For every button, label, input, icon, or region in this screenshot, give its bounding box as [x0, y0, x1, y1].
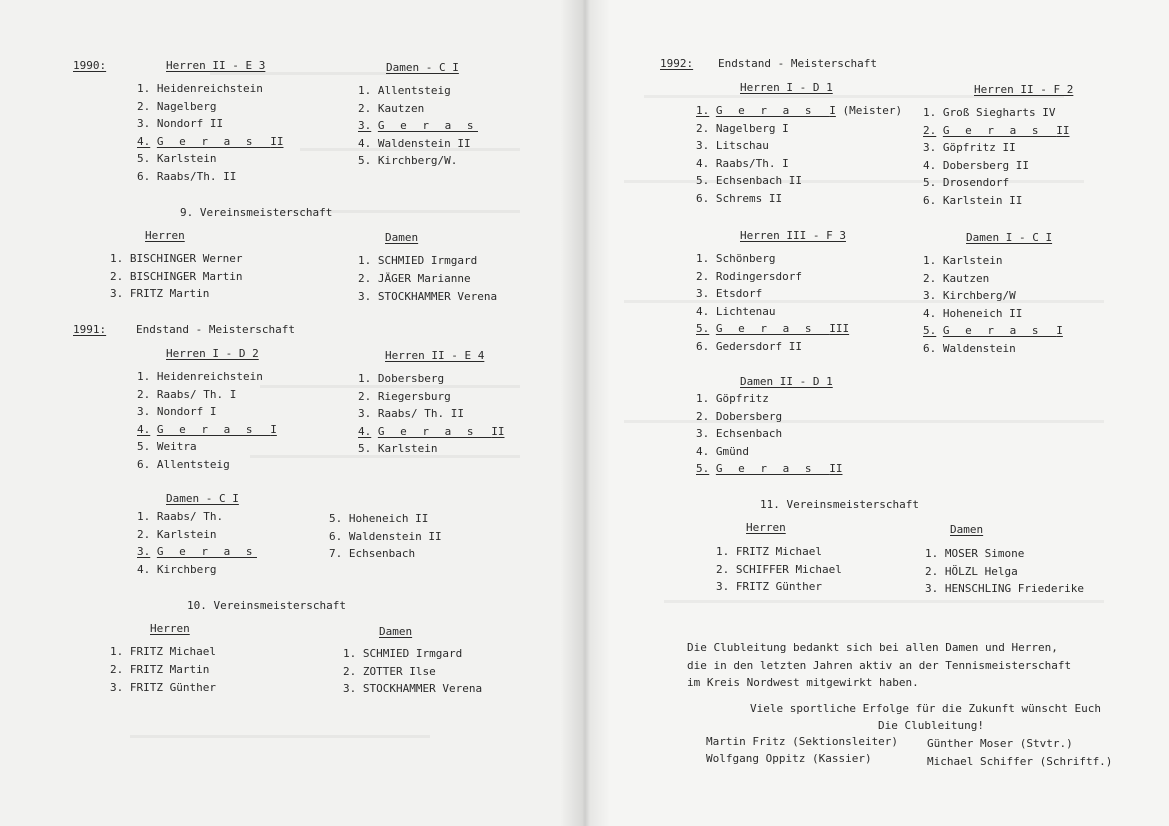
rank-number: 4. — [696, 304, 710, 318]
standings-item — [137, 440, 197, 453]
signature-name: Günther Moser (Stvtr.) — [927, 737, 1073, 750]
team-number: I — [1056, 324, 1063, 337]
rank-number: 4. — [137, 422, 151, 436]
rank-number: 5. — [923, 176, 937, 189]
rank-number: 6. — [923, 193, 937, 207]
club-champion: 2. ZOTTER Ilse — [343, 664, 436, 678]
standings-item — [923, 254, 1002, 267]
league-title: Damen - C I — [166, 492, 239, 505]
team-name: G e r a s — [715, 104, 816, 117]
standings-item — [137, 405, 216, 418]
team-name: Karlstein — [377, 442, 438, 455]
team-name: Dobersberg II — [942, 158, 1029, 172]
standings-item — [923, 176, 1009, 189]
team-name: Riegersburg — [377, 389, 451, 403]
rank-number: 4. — [358, 136, 372, 150]
team-name: Schrems II — [715, 191, 783, 205]
team-name: Waldenstein — [942, 341, 1016, 355]
rank-number: 1. — [358, 84, 372, 97]
rank-number: 4. — [137, 134, 151, 148]
underline-gap — [478, 425, 491, 438]
standings-item — [137, 388, 236, 401]
standings-item — [329, 512, 428, 525]
league-title: Herren II - F 2 — [974, 83, 1074, 96]
standings-item — [923, 307, 1022, 320]
team-name: Göpfritz II — [942, 141, 1016, 154]
underline-gap — [257, 423, 270, 436]
underline-gap — [257, 135, 270, 148]
team-name: Drosendorf — [942, 176, 1010, 189]
rank-number: 1. — [358, 372, 372, 385]
team-name: Raabs/ Th. — [156, 510, 224, 523]
team-name: G e r a s — [156, 422, 257, 436]
rank-number: 6. — [137, 169, 151, 183]
rank-number: 4. — [696, 444, 710, 458]
club-champion: 1. FRITZ Michael — [716, 545, 822, 558]
standings-item — [696, 270, 802, 283]
standings-item — [137, 152, 216, 165]
standings-item — [137, 100, 216, 113]
rank-number: 5. — [358, 154, 372, 167]
rank-number: 2. — [137, 527, 151, 541]
standings-item — [358, 84, 451, 97]
rank-number: 5. — [923, 324, 937, 337]
rank-number: 2. — [696, 121, 710, 135]
league-title: Herren III - F 3 — [740, 229, 846, 242]
column-title: Herren — [150, 622, 190, 635]
standings-item — [358, 137, 471, 150]
league-title: Herren II - E 3 — [166, 59, 266, 72]
rank-number: 5. — [329, 512, 343, 525]
team-name: Rodingersdorf — [715, 269, 802, 283]
standings-item — [137, 117, 223, 130]
team-name: Echsenbach — [715, 427, 783, 440]
standings-item — [923, 124, 1069, 137]
team-number: III — [829, 322, 850, 335]
rank-number: 1. — [137, 82, 151, 95]
standings-item — [358, 372, 444, 385]
standings-item — [137, 170, 236, 183]
page-fold — [560, 0, 610, 826]
standings-item — [358, 390, 451, 403]
rank-number: 2. — [358, 389, 372, 403]
team-name: Göpfritz — [715, 392, 769, 405]
standings-item — [329, 547, 415, 560]
team-name: G e r a s — [377, 424, 478, 438]
team-number: II — [1056, 123, 1070, 137]
rank-number: 5. — [696, 174, 710, 187]
club-champion: 1. FRITZ Michael — [110, 645, 216, 658]
team-name: Kautzen — [377, 101, 425, 115]
standings-item — [137, 563, 216, 576]
underline-gap — [816, 322, 829, 335]
rank-number: 4. — [923, 306, 937, 320]
wishes-line: Die Clubleitung! — [878, 719, 984, 732]
underline-gap — [1043, 124, 1056, 137]
rank-number: 1. — [137, 510, 151, 523]
rank-number: 6. — [696, 339, 710, 353]
signature-name: Wolfgang Oppitz (Kassier) — [706, 752, 872, 765]
column-title: Damen — [385, 231, 419, 244]
team-number: II — [270, 134, 284, 148]
standings-item — [923, 194, 1022, 207]
club-champion: 1. BISCHINGER Werner — [110, 252, 243, 265]
right-page — [584, 0, 1169, 826]
team-number: I — [270, 422, 277, 436]
section-heading: Endstand - Meisterschaft — [136, 323, 295, 336]
standings-item — [696, 157, 789, 170]
club-champion: 3. FRITZ Günther — [110, 681, 216, 694]
standings-item — [696, 122, 789, 135]
rank-number: 2. — [137, 99, 151, 113]
underline-gap — [816, 104, 829, 117]
rank-number: 6. — [329, 529, 343, 543]
standings-item — [696, 427, 782, 440]
rank-number: 6. — [923, 341, 937, 355]
team-name: Raabs/Th. I — [715, 156, 789, 170]
team-name: Raabs/Th. II — [156, 169, 237, 183]
standings-item — [696, 340, 802, 353]
team-name: Heidenreichstein — [156, 82, 263, 95]
bleed-through-mark — [130, 735, 430, 738]
rank-number: 2. — [358, 101, 372, 115]
team-name: Raabs/ Th. I — [156, 387, 237, 401]
year-label: 1990: — [73, 59, 107, 72]
team-name: Nondorf I — [156, 405, 217, 418]
bleed-through-mark — [210, 72, 390, 75]
standings-item — [696, 104, 902, 117]
column-title: Herren — [145, 229, 185, 242]
rank-number: 2. — [137, 387, 151, 401]
bleed-through-mark — [260, 385, 520, 388]
rank-number: 3. — [137, 405, 151, 418]
team-name: Litschau — [715, 139, 769, 152]
rank-number: 5. — [696, 462, 710, 475]
team-name: G e r a s — [156, 545, 257, 558]
team-name: Karlstein — [156, 527, 217, 541]
rank-number: 1. — [923, 106, 937, 119]
team-name: Hoheneich II — [942, 306, 1023, 320]
rank-number: 7. — [329, 547, 343, 560]
team-name: G e r a s — [942, 123, 1043, 137]
standings-item — [137, 458, 230, 471]
standings-item — [696, 139, 769, 152]
rank-number: 4. — [137, 562, 151, 576]
standings-item — [923, 289, 1016, 302]
standings-item — [137, 370, 263, 383]
standings-item — [696, 192, 782, 205]
rank-number: 2. — [696, 269, 710, 283]
team-name: Karlstein II — [942, 193, 1023, 207]
bleed-through-mark — [250, 455, 520, 458]
team-name: Gmünd — [715, 444, 749, 458]
team-name: Gedersdorf II — [715, 339, 802, 353]
standings-item — [358, 407, 464, 420]
closing-text-line: im Kreis Nordwest mitgewirkt haben. — [687, 676, 919, 689]
rank-number: 5. — [696, 322, 710, 335]
standings-item — [923, 342, 1016, 355]
rank-number: 1. — [696, 252, 710, 265]
club-champion: 2. BISCHINGER Martin — [110, 269, 243, 283]
club-champion: 2. SCHIFFER Michael — [716, 562, 842, 576]
league-title: Herren I - D 2 — [166, 347, 259, 360]
rank-number: 6. — [137, 457, 151, 471]
rank-number: 4. — [358, 424, 372, 438]
standings-item — [696, 322, 849, 335]
rank-number: 2. — [923, 123, 937, 137]
team-name: Kirchberg/W — [942, 289, 1016, 302]
standings-item — [696, 392, 769, 405]
team-name: Lichtenau — [715, 304, 776, 318]
team-name: Schönberg — [715, 252, 776, 265]
standings-item — [923, 159, 1029, 172]
standings-item — [358, 442, 437, 455]
rank-number: 1. — [137, 370, 151, 383]
standings-item — [137, 423, 277, 436]
team-name: Raabs/ Th. II — [377, 407, 464, 420]
column-title: Damen — [379, 625, 413, 638]
team-name: Nagelberg — [156, 99, 217, 113]
left-page — [0, 0, 584, 826]
year-label: 1992: — [660, 57, 694, 70]
league-title: Damen - C I — [386, 61, 459, 74]
section-title: 11. Vereinsmeisterschaft — [760, 498, 919, 511]
team-name: Hoheneich II — [348, 512, 429, 525]
league-title: Herren II - E 4 — [385, 349, 485, 362]
closing-text-line: Die Clubleitung bedankt sich bei allen Damen und Herren, — [687, 641, 1058, 654]
team-number: II — [491, 424, 505, 438]
standings-item — [696, 305, 775, 318]
column-title: Damen — [950, 523, 984, 536]
club-champion: 1. MOSER Simone — [925, 547, 1025, 560]
team-name: Karlstein — [942, 254, 1003, 267]
team-name: Weitra — [156, 440, 197, 453]
club-champion: 1. SCHMIED Irmgard — [343, 647, 463, 660]
club-champion: 3. FRITZ Günther — [716, 580, 822, 593]
team-name: Waldenstein II — [348, 529, 442, 543]
standings-item — [923, 141, 1016, 154]
standings-item — [923, 272, 989, 285]
standings-item — [137, 82, 263, 95]
league-title: Damen I - C I — [966, 231, 1053, 244]
standings-item — [329, 530, 442, 543]
underline-gap — [1043, 324, 1056, 337]
team-name: G e r a s — [156, 134, 257, 148]
section-heading: Endstand - Meisterschaft — [718, 57, 877, 70]
rank-number: 5. — [137, 440, 151, 453]
standings-item — [358, 425, 504, 438]
bleed-through-mark — [624, 180, 1084, 183]
standings-item — [696, 445, 749, 458]
champion-note: (Meister) — [842, 104, 903, 117]
team-name: Kautzen — [942, 271, 990, 285]
rank-number: 1. — [696, 392, 710, 405]
team-name: Nagelberg I — [715, 121, 789, 135]
club-champion: 3. STOCKHAMMER Verena — [343, 682, 483, 695]
closing-text-line: die in den letzten Jahren aktiv an der Tennismeisterschaft — [687, 658, 1072, 672]
team-name: Kirchberg/W. — [377, 154, 458, 167]
team-number: II — [829, 462, 843, 475]
underline-gap — [816, 462, 829, 475]
rank-number: 3. — [358, 119, 372, 132]
team-name: Kirchberg — [156, 562, 217, 576]
club-champion: 3. FRITZ Martin — [110, 287, 210, 300]
club-champion: 1. SCHMIED Irmgard — [358, 254, 478, 267]
team-name: Karlstein — [156, 152, 217, 165]
rank-number: 3. — [358, 407, 372, 420]
league-title: Damen II - D 1 — [740, 375, 833, 388]
team-name: Etsdorf — [715, 287, 763, 300]
bleed-through-mark — [664, 600, 1104, 603]
rank-number: 2. — [696, 409, 710, 423]
team-name: Allentsteig — [377, 84, 451, 97]
club-champion: 2. HÖLZL Helga — [925, 564, 1018, 578]
section-title: 10. Vereinsmeisterschaft — [187, 599, 346, 612]
standings-item — [696, 252, 775, 265]
rank-number: 1. — [696, 104, 710, 117]
standings-item — [137, 528, 216, 541]
club-champion: 3. HENSCHLING Friederike — [925, 582, 1084, 595]
rank-number: 6. — [696, 191, 710, 205]
standings-item — [137, 545, 257, 558]
rank-number: 1. — [923, 254, 937, 267]
rank-number: 2. — [923, 271, 937, 285]
rank-number: 3. — [696, 139, 710, 152]
team-name: Dobersberg — [377, 372, 445, 385]
standings-item — [696, 287, 762, 300]
team-name: Echsenbach — [348, 547, 416, 560]
team-number: I — [829, 104, 836, 117]
club-champion: 2. JÄGER Marianne — [358, 272, 471, 285]
standings-item — [696, 410, 782, 423]
club-champion: 2. FRITZ Martin — [110, 663, 210, 676]
rank-number: 3. — [923, 289, 937, 302]
team-name: Heidenreichstein — [156, 370, 263, 383]
team-name: Waldenstein II — [377, 136, 471, 150]
bleed-through-mark — [624, 300, 1104, 303]
team-name: G e r a s — [942, 324, 1043, 337]
standings-item — [137, 135, 283, 148]
rank-number: 5. — [137, 152, 151, 165]
rank-number: 4. — [923, 158, 937, 172]
team-name: Echsenbach II — [715, 174, 802, 187]
league-title: Herren I - D 1 — [740, 81, 833, 94]
rank-number: 4. — [696, 156, 710, 170]
rank-number: 3. — [696, 427, 710, 440]
rank-number: 3. — [696, 287, 710, 300]
column-title: Herren — [746, 521, 786, 534]
team-name: G e r a s — [715, 322, 816, 335]
rank-number: 3. — [137, 545, 151, 558]
standings-item — [696, 462, 842, 475]
team-name: Groß Siegharts IV — [942, 106, 1056, 119]
standings-item — [923, 106, 1055, 119]
team-name: G e r a s — [715, 462, 816, 475]
rank-number: 3. — [137, 117, 151, 130]
standings-item — [358, 119, 478, 132]
wishes-line: Viele sportliche Erfolge für die Zukunft wünscht Euch — [750, 702, 1101, 715]
rank-number: 3. — [923, 141, 937, 154]
standings-item — [358, 154, 457, 167]
section-title: 9. Vereinsmeisterschaft — [180, 206, 333, 219]
club-champion: 3. STOCKHAMMER Verena — [358, 290, 498, 303]
rank-number: 5. — [358, 442, 372, 455]
standings-item — [358, 102, 424, 115]
team-name: G e r a s — [377, 119, 478, 132]
year-label: 1991: — [73, 323, 107, 336]
standings-item — [137, 510, 223, 523]
team-name: Dobersberg — [715, 409, 783, 423]
signature-name: Michael Schiffer (Schriftf.) — [927, 755, 1113, 768]
standings-item — [923, 324, 1063, 337]
signature-name: Martin Fritz (Sektionsleiter) — [706, 735, 899, 748]
team-name: Nondorf II — [156, 117, 224, 130]
team-name: Allentsteig — [156, 457, 230, 471]
standings-item — [696, 174, 802, 187]
